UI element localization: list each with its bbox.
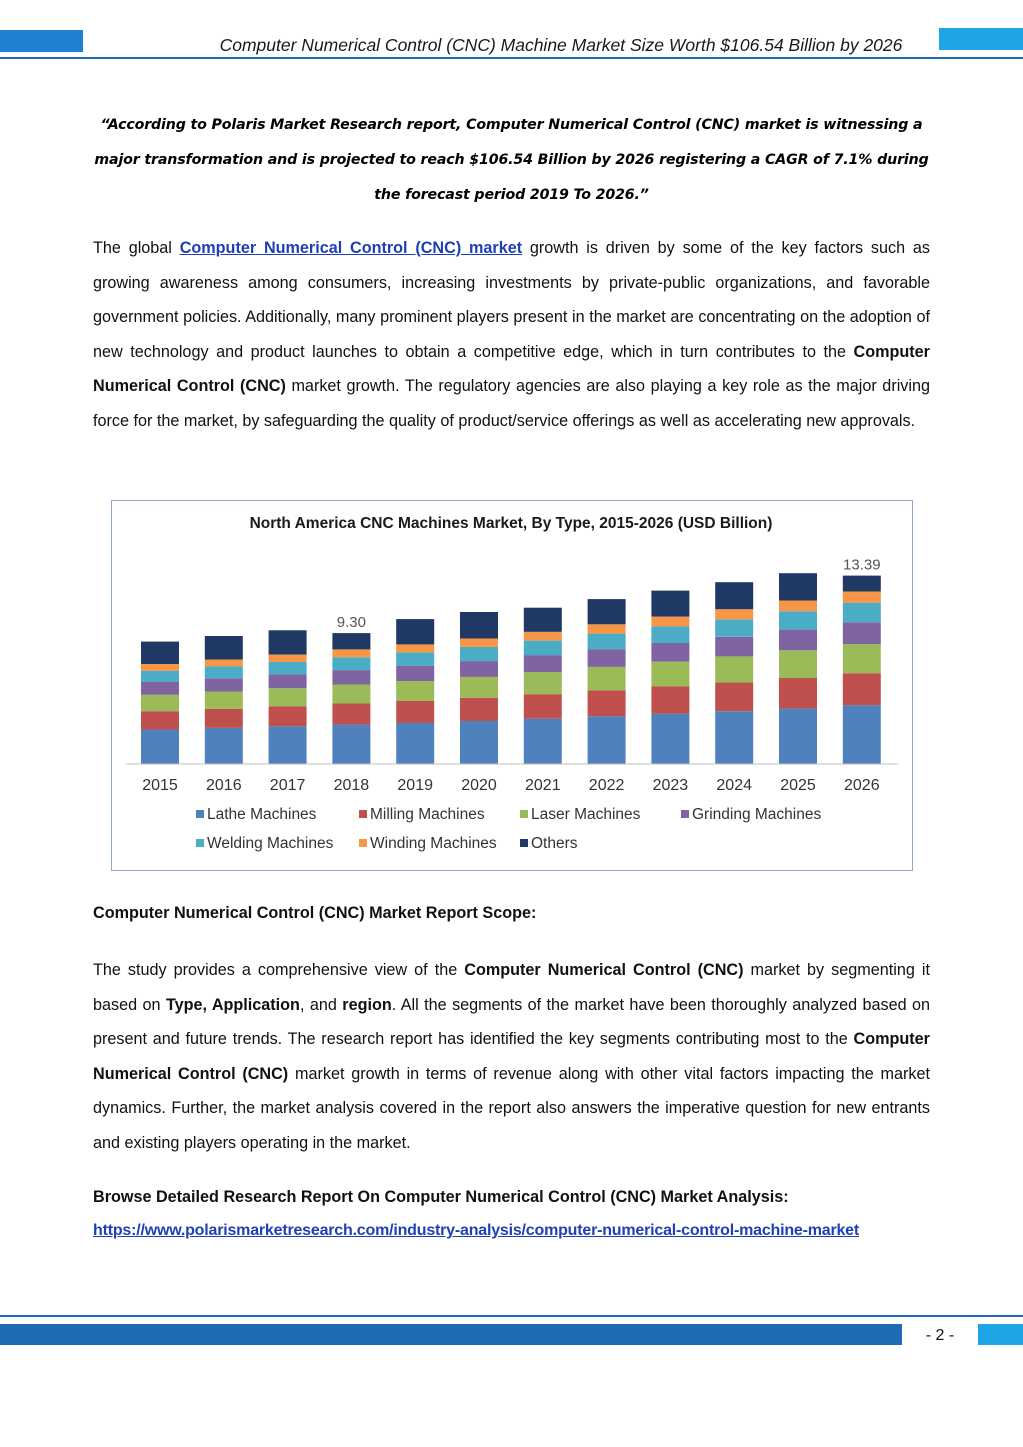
- chart-bars: [141, 573, 881, 764]
- bar-segment-grinding-machines-2019: [396, 666, 434, 681]
- bar-segment-winding-machines-2020: [460, 639, 498, 647]
- bar-segment-laser-machines-2021: [524, 672, 562, 694]
- bar-segment-laser-machines-2026: [843, 644, 881, 673]
- x-tick-label: 2023: [652, 777, 689, 794]
- bar-segment-others-2022: [588, 599, 626, 624]
- legend-swatch-grinding-machines: [681, 810, 689, 818]
- legend-swatch-milling-machines: [359, 810, 367, 818]
- legend-swatch-others: [520, 839, 528, 847]
- bar-segment-lathe-machines-2016: [205, 728, 243, 764]
- bar-segment-grinding-machines-2017: [269, 674, 307, 688]
- bar-segment-lathe-machines-2021: [524, 719, 562, 764]
- scope-text-4: . All the segments of the market have been thoroughly analyzed based on present and future trends. The research report has identified the key segments contributing most to the: [93, 995, 930, 1049]
- scope-text-1: The study provides a comprehensive view of the: [93, 961, 465, 979]
- bar-segment-milling-machines-2018: [332, 704, 370, 725]
- scope-text-5: market growth in terms of revenue along with other vital factors impacting the market dynamics. Further, the market analysis covered in the report also answers the imperative question for new entrants and existing players operating in the market.: [93, 1064, 930, 1152]
- browse-heading: Browse Detailed Research Report On Computer Numerical Control (CNC) Market Analysis:: [93, 1188, 789, 1206]
- x-tick-label: 2026: [844, 777, 880, 794]
- bar-segment-winding-machines-2019: [396, 644, 434, 652]
- bar-segment-laser-machines-2018: [332, 685, 370, 704]
- bar-segment-others-2021: [524, 608, 562, 632]
- bar-segment-grinding-machines-2024: [715, 637, 753, 657]
- footer-divider: [0, 1315, 1023, 1317]
- bar-segment-grinding-machines-2022: [588, 649, 626, 667]
- footer-bar: [0, 1324, 902, 1345]
- legend-swatch-lathe-machines: [196, 810, 204, 818]
- bar-segment-grinding-machines-2026: [843, 622, 881, 644]
- bar-segment-lathe-machines-2022: [588, 716, 626, 764]
- bar-segment-lathe-machines-2017: [269, 726, 307, 764]
- scope-bold-3: region: [342, 995, 392, 1014]
- bar-segment-lathe-machines-2025: [779, 708, 817, 764]
- bar-segment-welding-machines-2021: [524, 641, 562, 656]
- data-label-2026: 13.39: [843, 556, 881, 574]
- chart-legend: [196, 806, 821, 852]
- bar-segment-milling-machines-2020: [460, 698, 498, 721]
- legend-label-milling-machines: Milling Machines: [370, 806, 485, 823]
- legend-swatch-winding-machines: [359, 839, 367, 847]
- legend-label-welding-machines: Welding Machines: [207, 835, 334, 852]
- bar-segment-lathe-machines-2024: [715, 711, 753, 764]
- bar-segment-grinding-machines-2015: [141, 682, 179, 695]
- x-tick-label: 2024: [716, 777, 752, 794]
- bar-segment-lathe-machines-2023: [651, 714, 689, 764]
- bar-segment-others-2016: [205, 636, 243, 660]
- bar-segment-winding-machines-2015: [141, 664, 179, 671]
- paragraph-scope: [93, 953, 930, 1161]
- x-tick-label: 2021: [525, 777, 561, 794]
- bar-segment-winding-machines-2023: [651, 617, 689, 627]
- header-divider: [0, 57, 1023, 59]
- bar-segment-lathe-machines-2015: [141, 730, 179, 765]
- bar-segment-welding-machines-2025: [779, 611, 817, 629]
- footer-accent-right: [978, 1324, 1023, 1345]
- cnc-market-link[interactable]: Computer Numerical Control (CNC) market: [179, 239, 523, 257]
- bar-segment-milling-machines-2021: [524, 694, 562, 719]
- bar-segment-grinding-machines-2023: [651, 643, 689, 662]
- bar-segment-laser-machines-2015: [141, 695, 179, 712]
- bar-segment-others-2026: [843, 576, 881, 592]
- para1-text-3: market growth. The regulatory agencies are also playing a key role as the major driving force for the market, by safeguarding the quality of product/service offerings as well as accelerating new approvals.: [93, 377, 930, 430]
- bar-segment-milling-machines-2019: [396, 701, 434, 723]
- bar-segment-milling-machines-2015: [141, 711, 179, 729]
- bar-segment-winding-machines-2022: [588, 624, 626, 633]
- bar-segment-welding-machines-2023: [651, 626, 689, 643]
- legend-label-grinding-machines: Grinding Machines: [692, 806, 822, 823]
- bar-segment-grinding-machines-2021: [524, 656, 562, 673]
- bar-segment-lathe-machines-2019: [396, 723, 434, 764]
- scope-text-3: , and: [299, 995, 343, 1014]
- bar-segment-milling-machines-2024: [715, 683, 753, 712]
- bar-segment-grinding-machines-2025: [779, 630, 817, 651]
- bar-segment-milling-machines-2016: [205, 709, 243, 728]
- scope-bold-1: Computer Numerical Control (CNC): [464, 961, 744, 979]
- scope-bold-4: Computer Numerical Control (CNC): [93, 1030, 930, 1083]
- bar-segment-welding-machines-2015: [141, 671, 179, 682]
- bar-segment-welding-machines-2024: [715, 619, 753, 636]
- bar-segment-laser-machines-2020: [460, 677, 498, 698]
- bar-segment-grinding-machines-2018: [332, 670, 370, 684]
- x-axis-ticks: [142, 777, 879, 794]
- legend-label-others: Others: [531, 835, 578, 852]
- bar-segment-welding-machines-2016: [205, 667, 243, 679]
- para1-text-1: The global: [93, 239, 180, 257]
- bar-segment-grinding-machines-2016: [205, 678, 243, 691]
- bar-segment-welding-machines-2017: [269, 662, 307, 674]
- bar-segment-winding-machines-2021: [524, 632, 562, 641]
- bar-segment-lathe-machines-2018: [332, 725, 370, 764]
- scope-bold-2: Type, Application: [165, 995, 300, 1014]
- bar-segment-laser-machines-2017: [269, 688, 307, 706]
- bar-segment-lathe-machines-2020: [460, 721, 498, 764]
- x-tick-label: 2015: [142, 777, 178, 794]
- bar-segment-laser-machines-2022: [588, 667, 626, 690]
- chart-canvas: [112, 501, 912, 870]
- legend-label-laser-machines: Laser Machines: [531, 806, 641, 823]
- bar-segment-welding-machines-2018: [332, 657, 370, 670]
- bar-segment-milling-machines-2025: [779, 678, 817, 708]
- paragraph-drivers: [93, 231, 930, 439]
- x-tick-label: 2016: [206, 777, 242, 794]
- bar-segment-laser-machines-2024: [715, 656, 753, 682]
- bar-segment-winding-machines-2026: [843, 592, 881, 603]
- para1-text-2: growth is driven by some of the key factors such as growing awareness among consumers, increasing investments by private-public organizations, and favorable government policies. Additionally, many prominent players present in the market are concentrating on the adoption of new technology and product launches to obtain a competitive edge, which in turn contributes to the: [93, 239, 931, 361]
- bar-segment-laser-machines-2019: [396, 681, 434, 701]
- bar-segment-others-2024: [715, 582, 753, 609]
- chart-title: North America CNC Machines Market, By Type, 2015-2026 (USD Billion): [249, 515, 773, 532]
- legend-swatch-welding-machines: [196, 839, 204, 847]
- page-number: - 2 -: [925, 1327, 955, 1344]
- bar-segment-grinding-machines-2020: [460, 661, 498, 677]
- bar-segment-winding-machines-2017: [269, 655, 307, 662]
- report-url-link[interactable]: https://www.polarismarketresearch.com/industry-analysis/computer-numerical-control-machine-market: [93, 1222, 860, 1239]
- x-tick-label: 2022: [588, 777, 625, 794]
- bar-segment-milling-machines-2026: [843, 673, 881, 705]
- bar-segment-milling-machines-2017: [269, 706, 307, 726]
- scope-text-2: market by segmenting it based on: [93, 961, 930, 1014]
- bar-segment-winding-machines-2016: [205, 659, 243, 666]
- x-tick-label: 2025: [780, 777, 816, 794]
- bar-segment-others-2025: [779, 573, 817, 600]
- x-tick-label: 2019: [397, 777, 433, 794]
- x-tick-label: 2020: [461, 777, 497, 794]
- bar-segment-laser-machines-2016: [205, 692, 243, 709]
- cnc-market-chart: [111, 500, 913, 871]
- page-header-title: Computer Numerical Control (CNC) Machine Market Size Worth $106.54 Billion by 2026: [219, 35, 903, 55]
- bar-segment-others-2015: [141, 642, 179, 664]
- scope-heading: Computer Numerical Control (CNC) Market Report Scope:: [93, 904, 537, 922]
- bar-segment-others-2020: [460, 612, 498, 639]
- bar-segment-winding-machines-2018: [332, 650, 370, 658]
- x-tick-label: 2018: [333, 777, 370, 794]
- para1-bold-term: Computer Numerical Control (CNC): [93, 342, 930, 396]
- bar-segment-others-2018: [332, 633, 370, 649]
- legend-label-winding-machines: Winding Machines: [370, 835, 497, 852]
- bar-segment-winding-machines-2024: [715, 609, 753, 619]
- bar-segment-welding-machines-2022: [588, 634, 626, 650]
- bar-segment-welding-machines-2019: [396, 652, 434, 666]
- x-tick-label: 2017: [269, 777, 306, 794]
- bar-segment-milling-machines-2023: [651, 686, 689, 713]
- bar-segment-welding-machines-2026: [843, 603, 881, 622]
- bar-segment-lathe-machines-2026: [843, 705, 881, 764]
- bar-segment-others-2019: [396, 619, 434, 644]
- bar-segment-winding-machines-2025: [779, 601, 817, 612]
- bar-segment-laser-machines-2023: [651, 662, 689, 687]
- legend-swatch-laser-machines: [520, 810, 528, 818]
- bar-segment-milling-machines-2022: [588, 690, 626, 716]
- intro-quote: “According to Polaris Market Research report, Computer Numerical Control (CNC) market is witnessing a major transformation and is projected to reach $106.54 Billion by 2026 registering a CAGR of 7.1% during the forecast period 2019 To 2026.”: [94, 117, 929, 203]
- bar-segment-laser-machines-2025: [779, 650, 817, 678]
- bar-segment-others-2023: [651, 591, 689, 617]
- bar-segment-welding-machines-2020: [460, 647, 498, 661]
- bar-segment-others-2017: [269, 630, 307, 654]
- legend-label-lathe-machines: Lathe Machines: [207, 806, 317, 823]
- data-label-2018: 9.30: [336, 614, 367, 632]
